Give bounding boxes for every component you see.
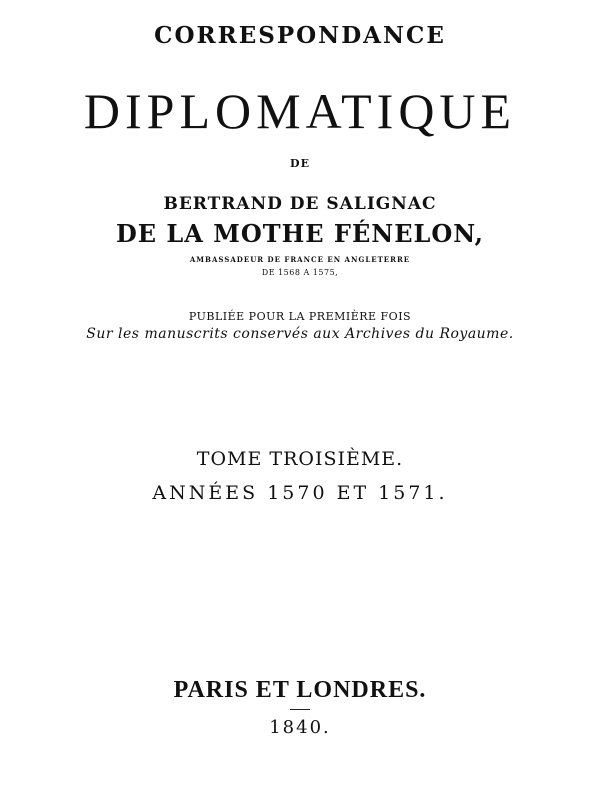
years-label: ANNÉES 1570 ET 1571. (152, 482, 448, 504)
main-title: DIPLOMATIQUE (83, 83, 517, 139)
author-name-line1: BERTRAND DE SALIGNAC (163, 194, 437, 214)
sources-note: Sur les manuscrits conservés aux Archives du Royaume. (86, 326, 514, 342)
header-text: CORRESPONDANCE (154, 22, 446, 49)
imprint-place: PARIS ET LONDRES. (173, 677, 427, 703)
imprint-year: 1840. (269, 717, 331, 738)
publication-note: PUBLIÉE POUR LA PREMIÈRE FOIS (188, 310, 412, 323)
author-role: AMBASSADEUR DE FRANCE EN ANGLETERRE (189, 255, 411, 264)
preposition-text: DE (290, 157, 310, 170)
imprint-divider (290, 709, 310, 710)
volume-label: TOME TROISIÈME. (196, 448, 404, 470)
author-name-line2: DE LA MOTHE FÉNELON, (115, 219, 485, 248)
author-dates: DE 1568 A 1575, (261, 268, 339, 277)
